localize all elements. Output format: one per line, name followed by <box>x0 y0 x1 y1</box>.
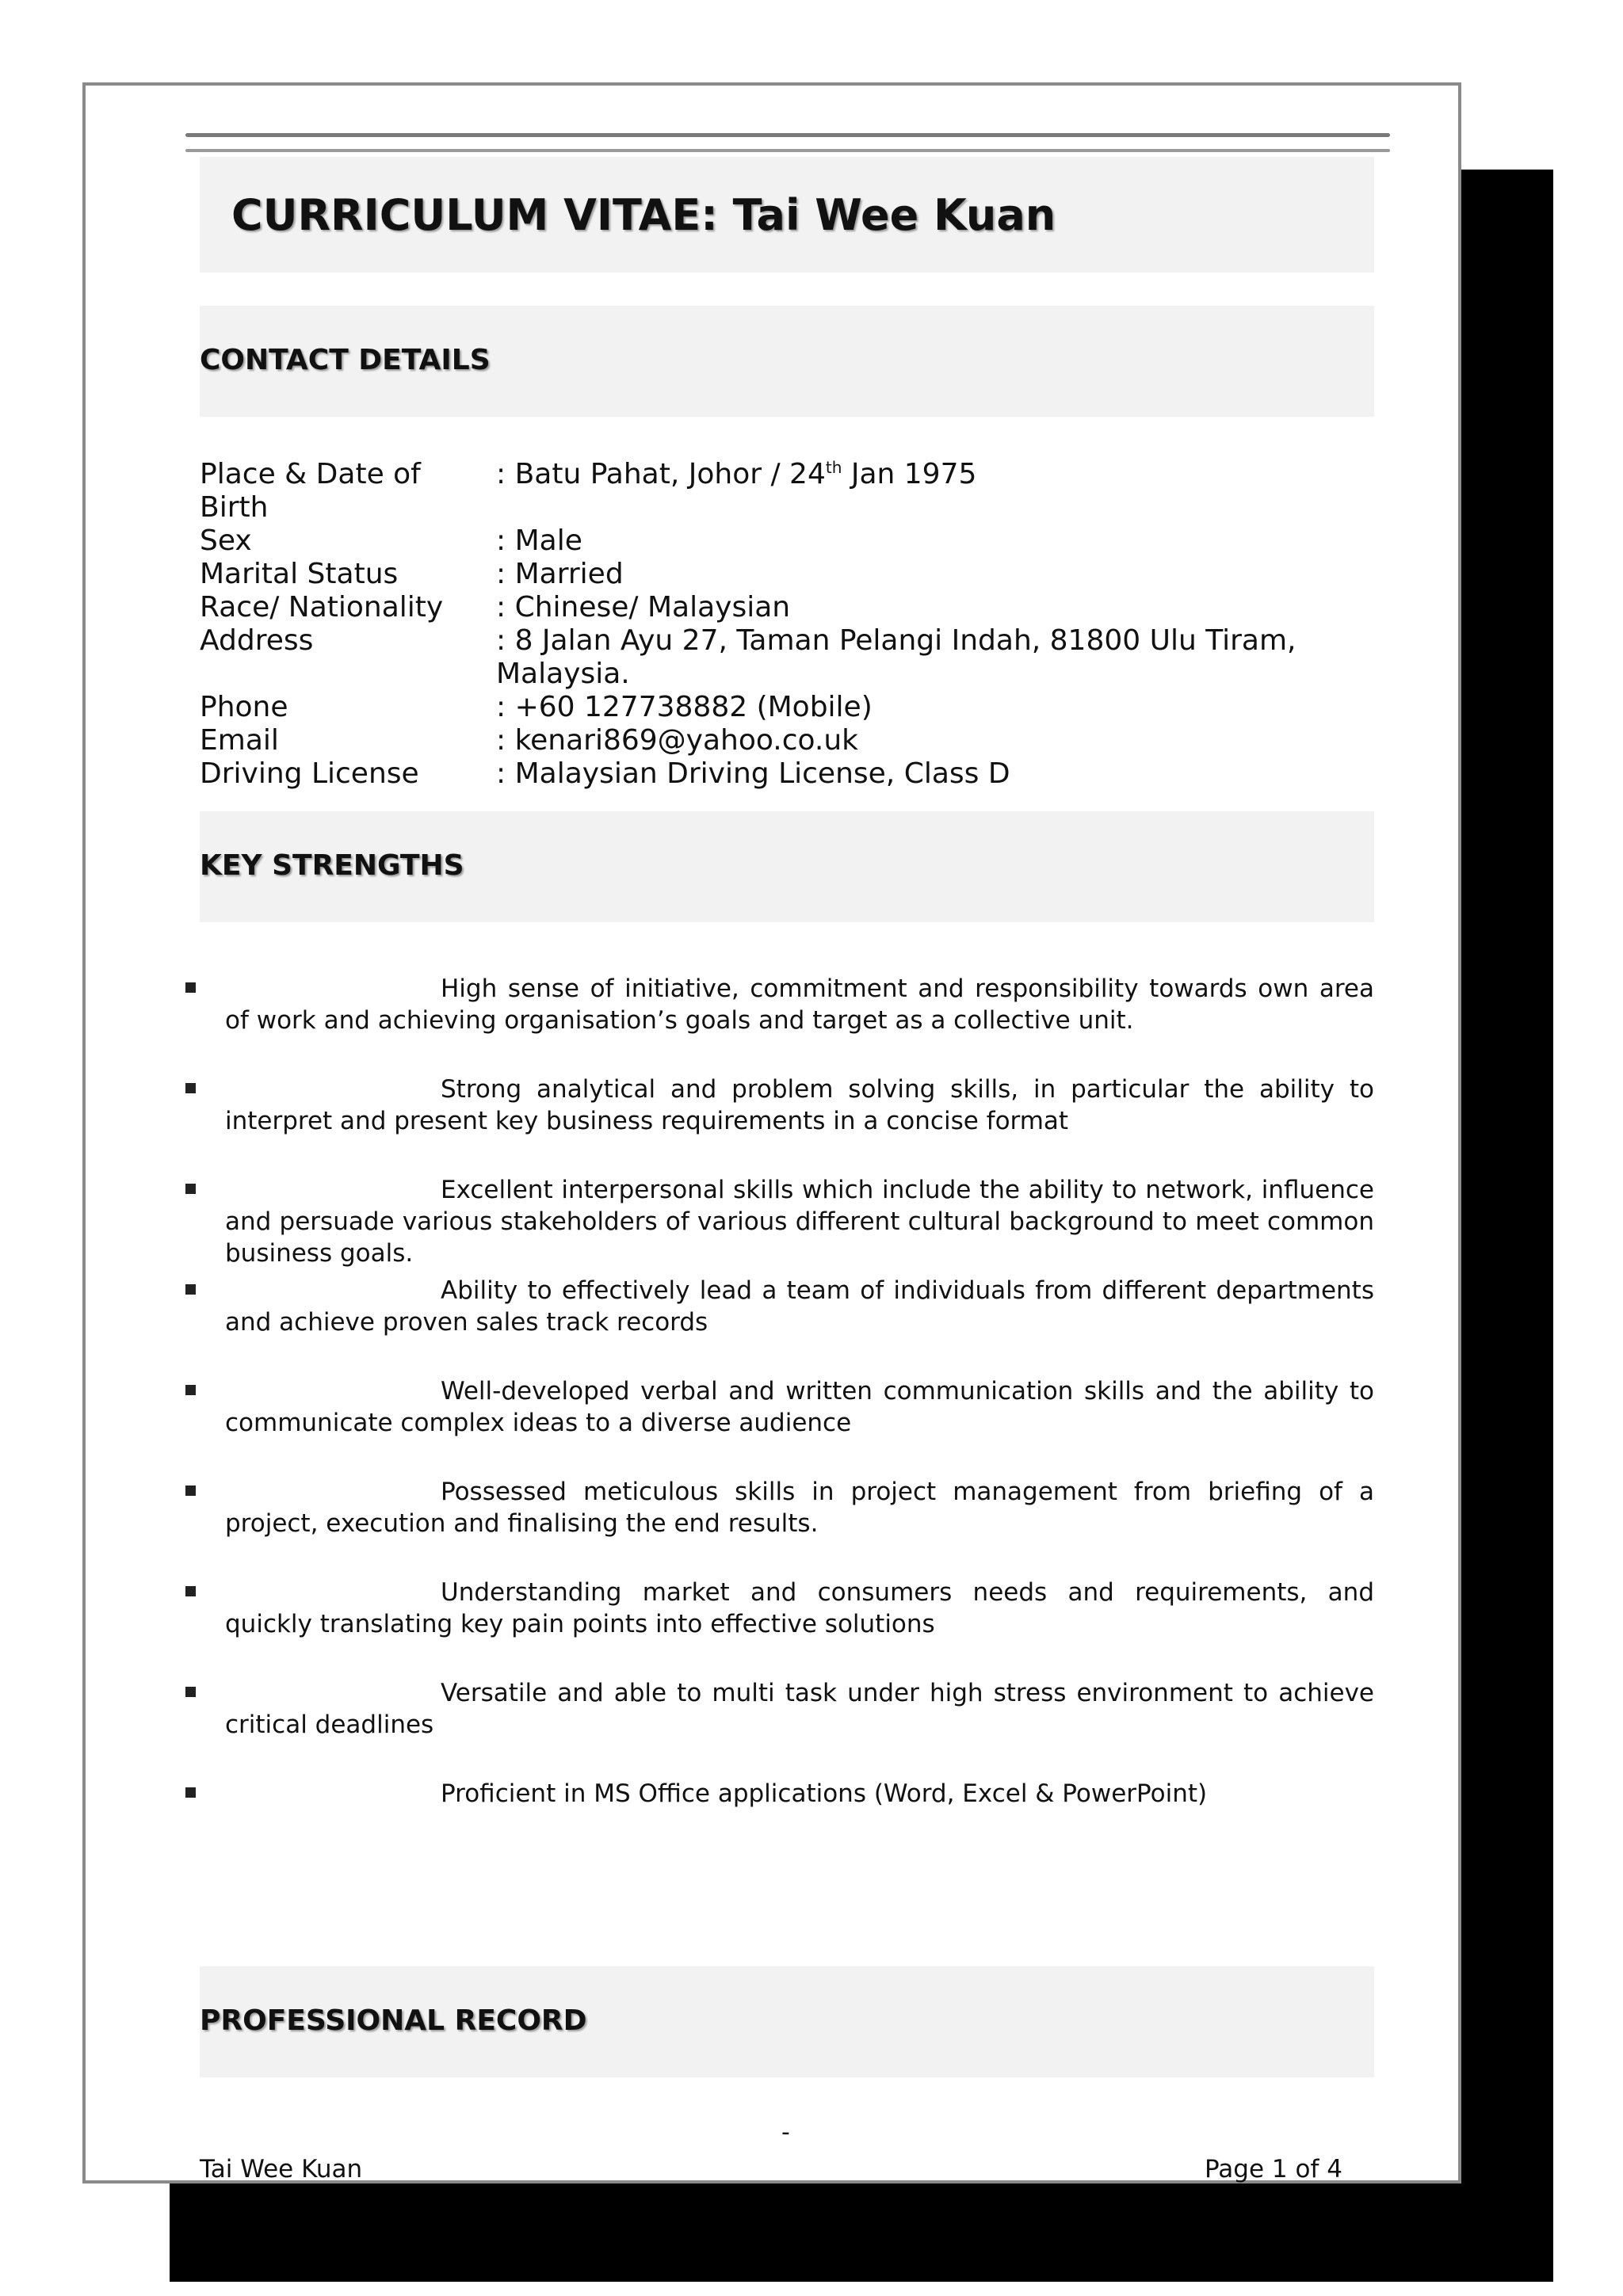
list-item: Understanding market and consumers needs and requirements, and quickly translating key pain points into effective solutions <box>185 1577 1374 1677</box>
document-page <box>82 82 1461 2183</box>
section-heading-professional: PROFESSIONAL RECORD <box>200 1966 1374 2077</box>
footer-name: Tai Wee Kuan <box>200 2155 363 2183</box>
bullet-icon <box>185 1586 196 1596</box>
contact-value: : +60 127738882 (Mobile) <box>496 691 873 723</box>
contact-value: : Male <box>496 524 582 557</box>
strengths-list <box>185 973 1374 1878</box>
contact-label: Race/ Nationality <box>200 591 444 624</box>
list-item: Well-developed verbal and written communication skills and the ability to communicate complex ideas to a diverse audience <box>185 1375 1374 1476</box>
page-title: CURRICULUM VITAE: Tai Wee Kuan <box>200 157 1374 273</box>
contact-label: Email <box>200 724 279 757</box>
contact-row-sex <box>200 524 1374 558</box>
footer-dash: - <box>781 2119 790 2146</box>
contact-value: : Malaysian Driving License, Class D <box>496 757 1010 790</box>
contact-row-license <box>200 757 1374 791</box>
contact-value: : kenari869@yahoo.co.uk <box>496 724 859 757</box>
contact-value: : Married <box>496 558 624 590</box>
list-item: Excellent interpersonal skills which include the ability to network, influence and persuade various stakeholders of various different cultural background to meet common business goals. <box>185 1174 1374 1275</box>
contact-row-email <box>200 724 1374 757</box>
contact-row-phone <box>200 691 1374 724</box>
contact-row-marital <box>200 558 1374 591</box>
contact-label: Place & Date of Birth <box>200 458 421 524</box>
bullet-icon <box>185 1687 196 1697</box>
contact-details <box>200 458 1374 791</box>
contact-label: Sex <box>200 524 252 557</box>
list-item: Ability to effectively lead a team of individuals from different departments and achieve proven sales track records <box>185 1275 1374 1375</box>
bullet-icon <box>185 1284 196 1295</box>
bullet-icon <box>185 1184 196 1194</box>
page-number: Page 1 of 4 <box>1205 2155 1342 2183</box>
contact-label: Address <box>200 624 314 657</box>
section-heading-strengths: KEY STRENGTHS <box>200 811 1374 922</box>
contact-value: : Chinese/ Malaysian <box>496 591 791 624</box>
list-item: Strong analytical and problem solving skills, in particular the ability to interpret and present key business requirements in a concise format <box>185 1074 1374 1174</box>
header-rule-secondary <box>185 149 1390 152</box>
contact-value: : Batu Pahat, Johor / 24th Jan 1975 <box>496 458 977 490</box>
contact-label: Phone <box>200 691 288 723</box>
contact-row-address <box>200 624 1374 691</box>
bullet-icon <box>185 1787 196 1798</box>
list-item: Proficient in MS Office applications (Word, Excel & PowerPoint) <box>185 1778 1374 1878</box>
contact-value: : 8 Jalan Ayu 27, Taman Pelangi Indah, 81800 Ulu Tiram, Malaysia. <box>496 624 1296 690</box>
contact-row-birth <box>200 458 1374 524</box>
bullet-icon <box>185 1486 196 1496</box>
bullet-icon <box>185 982 196 993</box>
list-item: Versatile and able to multi task under high stress environment to achieve critical deadlines <box>185 1677 1374 1778</box>
bullet-icon <box>185 1385 196 1395</box>
bullet-icon <box>185 1083 196 1093</box>
contact-row-race <box>200 591 1374 624</box>
contact-label: Driving License <box>200 757 419 790</box>
header-rule <box>185 133 1390 137</box>
list-item: Possessed meticulous skills in project management from briefing of a project, execution and finalising the end results. <box>185 1476 1374 1577</box>
contact-label: Marital Status <box>200 558 399 590</box>
section-heading-contact: CONTACT DETAILS <box>200 306 1374 417</box>
list-item: High sense of initiative, commitment and responsibility towards own area of work and achieving organisation’s goals and target as a collective unit. <box>185 973 1374 1074</box>
